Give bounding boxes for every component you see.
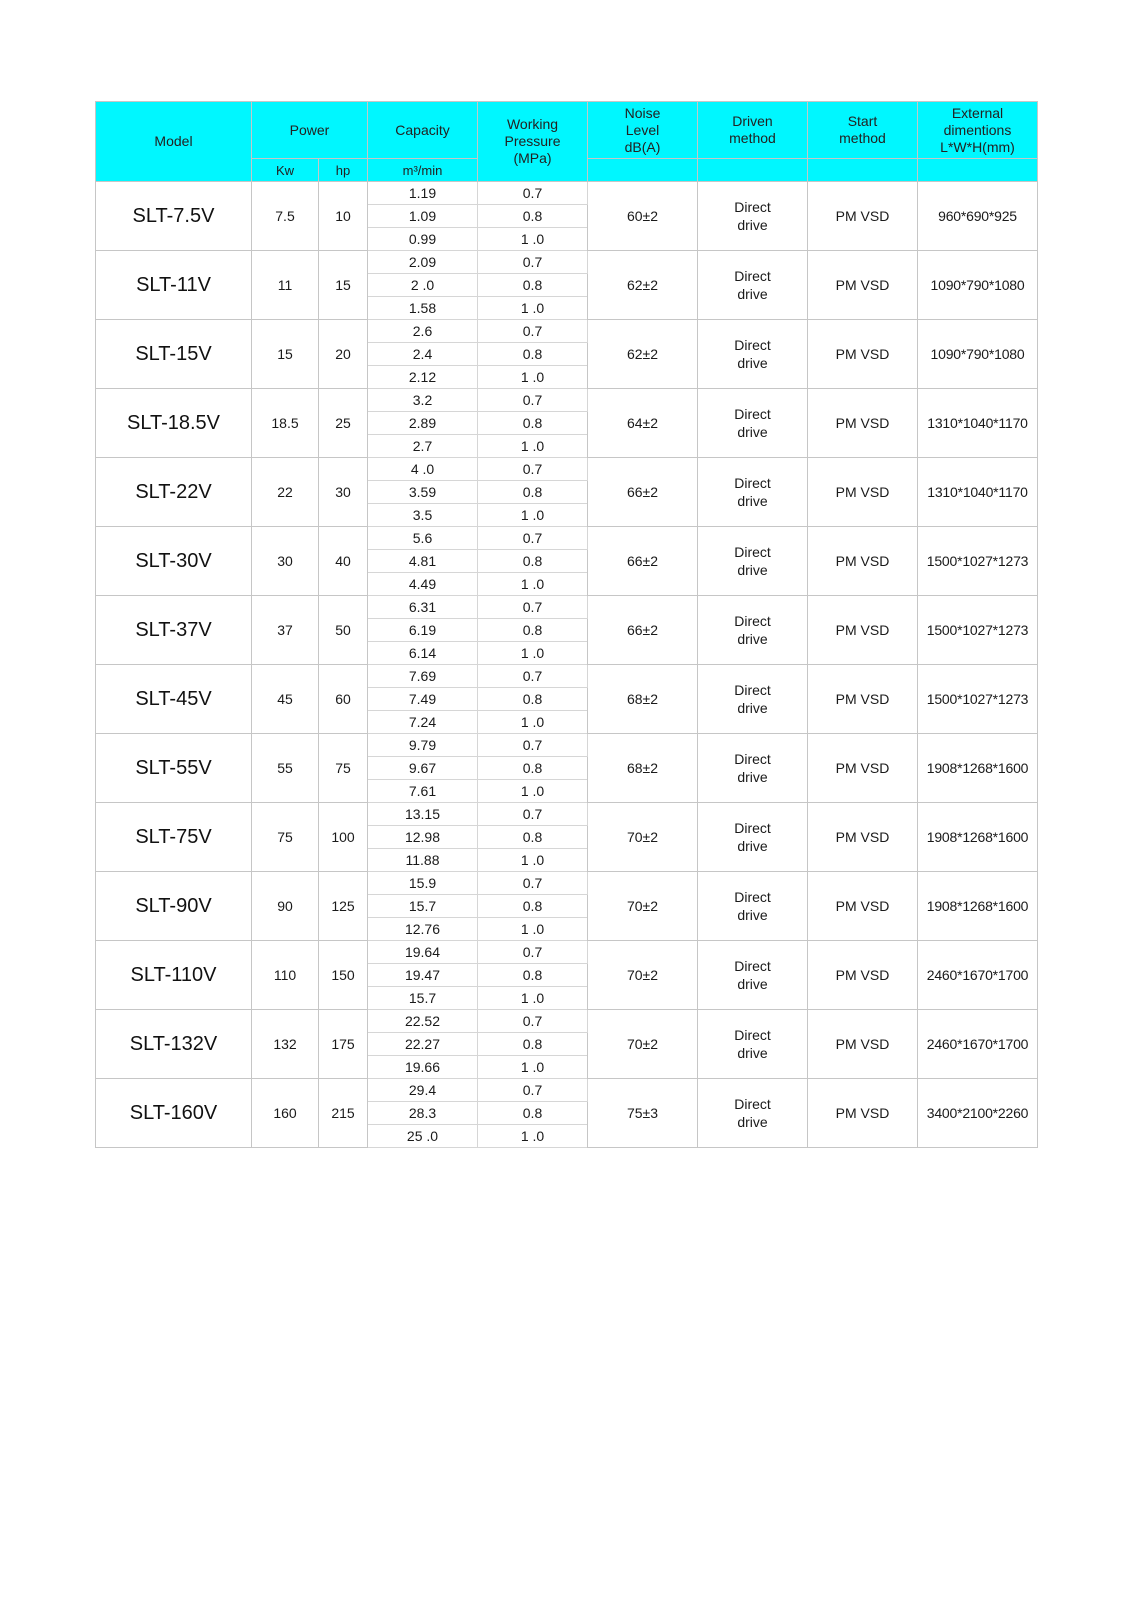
pressure-cell: 0.8 (478, 895, 588, 918)
pressure-cell: 1 .0 (478, 711, 588, 734)
capacity-cell: 7.49 (368, 688, 478, 711)
hp-cell: 50 (319, 596, 368, 665)
hp-cell: 100 (319, 803, 368, 872)
header-model: Model (96, 102, 252, 182)
capacity-cell: 3.59 (368, 481, 478, 504)
dims-cell: 1908*1268*1600 (918, 734, 1038, 803)
header-start-sub (808, 159, 918, 182)
dims-cell: 1090*790*1080 (918, 320, 1038, 389)
dims-cell: 2460*1670*1700 (918, 941, 1038, 1010)
capacity-cell: 5.6 (368, 527, 478, 550)
pressure-cell: 1 .0 (478, 1125, 588, 1148)
driven-cell: Direct drive (698, 320, 808, 389)
table-row (96, 1079, 1038, 1102)
table-row (96, 251, 1038, 274)
start-cell: PM VSD (808, 665, 918, 734)
pressure-cell: 1 .0 (478, 366, 588, 389)
kw-cell: 45 (252, 665, 319, 734)
table-row (96, 941, 1038, 964)
hp-cell: 60 (319, 665, 368, 734)
kw-cell: 30 (252, 527, 319, 596)
table-row (96, 389, 1038, 412)
capacity-cell: 6.14 (368, 642, 478, 665)
hp-cell: 15 (319, 251, 368, 320)
spec-table (95, 101, 1038, 1148)
model-cell: SLT-18.5V (96, 389, 252, 458)
hp-cell: 150 (319, 941, 368, 1010)
kw-cell: 90 (252, 872, 319, 941)
model-cell: SLT-75V (96, 803, 252, 872)
table-row (96, 872, 1038, 895)
capacity-cell: 2.09 (368, 251, 478, 274)
noise-cell: 70±2 (588, 941, 698, 1010)
hp-cell: 10 (319, 182, 368, 251)
pressure-cell: 0.7 (478, 320, 588, 343)
model-cell: SLT-90V (96, 872, 252, 941)
capacity-cell: 2.7 (368, 435, 478, 458)
driven-cell: Direct drive (698, 665, 808, 734)
pressure-cell: 0.8 (478, 688, 588, 711)
noise-cell: 70±2 (588, 1010, 698, 1079)
hp-cell: 40 (319, 527, 368, 596)
model-cell: SLT-132V (96, 1010, 252, 1079)
capacity-cell: 22.52 (368, 1010, 478, 1033)
noise-cell: 62±2 (588, 320, 698, 389)
pressure-cell: 0.8 (478, 826, 588, 849)
pressure-cell: 0.7 (478, 251, 588, 274)
kw-cell: 132 (252, 1010, 319, 1079)
hp-cell: 215 (319, 1079, 368, 1148)
model-cell: SLT-7.5V (96, 182, 252, 251)
header-hp: hp (319, 159, 368, 182)
pressure-cell: 1 .0 (478, 987, 588, 1010)
pressure-cell: 0.8 (478, 1102, 588, 1125)
capacity-cell: 4.81 (368, 550, 478, 573)
pressure-cell: 1 .0 (478, 435, 588, 458)
pressure-cell: 0.7 (478, 803, 588, 826)
start-cell: PM VSD (808, 320, 918, 389)
header-pressure: Working Pressure (MPa) (478, 102, 588, 182)
table-row (96, 320, 1038, 343)
capacity-cell: 11.88 (368, 849, 478, 872)
pressure-cell: 1 .0 (478, 573, 588, 596)
driven-cell: Direct drive (698, 182, 808, 251)
pressure-cell: 0.7 (478, 389, 588, 412)
hp-cell: 125 (319, 872, 368, 941)
hp-cell: 30 (319, 458, 368, 527)
pressure-cell: 0.7 (478, 527, 588, 550)
start-cell: PM VSD (808, 1079, 918, 1148)
dims-cell: 2460*1670*1700 (918, 1010, 1038, 1079)
capacity-cell: 15.7 (368, 895, 478, 918)
driven-cell: Direct drive (698, 1079, 808, 1148)
dims-cell: 1500*1027*1273 (918, 665, 1038, 734)
noise-cell: 66±2 (588, 596, 698, 665)
dims-cell: 3400*2100*2260 (918, 1079, 1038, 1148)
capacity-cell: 3.2 (368, 389, 478, 412)
noise-cell: 75±3 (588, 1079, 698, 1148)
driven-cell: Direct drive (698, 734, 808, 803)
dims-cell: 1500*1027*1273 (918, 596, 1038, 665)
capacity-cell: 28.3 (368, 1102, 478, 1125)
driven-cell: Direct drive (698, 1010, 808, 1079)
capacity-cell: 15.7 (368, 987, 478, 1010)
driven-cell: Direct drive (698, 389, 808, 458)
kw-cell: 11 (252, 251, 319, 320)
pressure-cell: 1 .0 (478, 297, 588, 320)
capacity-cell: 6.19 (368, 619, 478, 642)
kw-cell: 110 (252, 941, 319, 1010)
pressure-cell: 0.7 (478, 1079, 588, 1102)
pressure-cell: 0.7 (478, 596, 588, 619)
start-cell: PM VSD (808, 941, 918, 1010)
model-cell: SLT-160V (96, 1079, 252, 1148)
start-cell: PM VSD (808, 734, 918, 803)
capacity-cell: 12.76 (368, 918, 478, 941)
model-cell: SLT-22V (96, 458, 252, 527)
capacity-cell: 25 .0 (368, 1125, 478, 1148)
capacity-cell: 2.89 (368, 412, 478, 435)
model-cell: SLT-15V (96, 320, 252, 389)
driven-cell: Direct drive (698, 458, 808, 527)
table-row (96, 1010, 1038, 1033)
kw-cell: 15 (252, 320, 319, 389)
header-kw: Kw (252, 159, 319, 182)
model-cell: SLT-11V (96, 251, 252, 320)
noise-cell: 68±2 (588, 734, 698, 803)
hp-cell: 175 (319, 1010, 368, 1079)
model-cell: SLT-45V (96, 665, 252, 734)
capacity-cell: 1.58 (368, 297, 478, 320)
capacity-cell: 4 .0 (368, 458, 478, 481)
model-cell: SLT-55V (96, 734, 252, 803)
start-cell: PM VSD (808, 389, 918, 458)
table-row (96, 596, 1038, 619)
pressure-cell: 0.8 (478, 481, 588, 504)
table-row (96, 182, 1038, 205)
capacity-cell: 2.6 (368, 320, 478, 343)
pressure-cell: 0.8 (478, 343, 588, 366)
table-header (96, 102, 1038, 182)
table-row (96, 734, 1038, 757)
capacity-cell: 22.27 (368, 1033, 478, 1056)
dims-cell: 1500*1027*1273 (918, 527, 1038, 596)
capacity-cell: 6.31 (368, 596, 478, 619)
kw-cell: 75 (252, 803, 319, 872)
noise-cell: 70±2 (588, 872, 698, 941)
hp-cell: 25 (319, 389, 368, 458)
pressure-cell: 0.8 (478, 205, 588, 228)
start-cell: PM VSD (808, 803, 918, 872)
model-cell: SLT-37V (96, 596, 252, 665)
table-row (96, 803, 1038, 826)
capacity-cell: 19.64 (368, 941, 478, 964)
capacity-cell: 15.9 (368, 872, 478, 895)
pressure-cell: 1 .0 (478, 642, 588, 665)
capacity-cell: 1.19 (368, 182, 478, 205)
pressure-cell: 0.7 (478, 941, 588, 964)
pressure-cell: 0.7 (478, 182, 588, 205)
capacity-cell: 19.47 (368, 964, 478, 987)
noise-cell: 64±2 (588, 389, 698, 458)
noise-cell: 66±2 (588, 527, 698, 596)
pressure-cell: 0.7 (478, 665, 588, 688)
capacity-cell: 7.69 (368, 665, 478, 688)
dims-cell: 1908*1268*1600 (918, 872, 1038, 941)
hp-cell: 75 (319, 734, 368, 803)
table-row (96, 665, 1038, 688)
capacity-cell: 13.15 (368, 803, 478, 826)
table-row (96, 458, 1038, 481)
pressure-cell: 0.7 (478, 458, 588, 481)
capacity-cell: 2.12 (368, 366, 478, 389)
start-cell: PM VSD (808, 458, 918, 527)
kw-cell: 55 (252, 734, 319, 803)
header-driven-sub (698, 159, 808, 182)
capacity-cell: 7.24 (368, 711, 478, 734)
dims-cell: 1908*1268*1600 (918, 803, 1038, 872)
driven-cell: Direct drive (698, 251, 808, 320)
pressure-cell: 0.7 (478, 1010, 588, 1033)
header-noise-sub (588, 159, 698, 182)
capacity-cell: 9.67 (368, 757, 478, 780)
driven-cell: Direct drive (698, 941, 808, 1010)
capacity-cell: 9.79 (368, 734, 478, 757)
start-cell: PM VSD (808, 596, 918, 665)
pressure-cell: 1 .0 (478, 504, 588, 527)
capacity-cell: 3.5 (368, 504, 478, 527)
start-cell: PM VSD (808, 872, 918, 941)
kw-cell: 160 (252, 1079, 319, 1148)
pressure-cell: 1 .0 (478, 1056, 588, 1079)
pressure-cell: 0.8 (478, 964, 588, 987)
capacity-cell: 4.49 (368, 573, 478, 596)
driven-cell: Direct drive (698, 596, 808, 665)
hp-cell: 20 (319, 320, 368, 389)
header-dims: External dimentions L*W*H(mm) (918, 102, 1038, 159)
header-cap-unit: m³/min (368, 159, 478, 182)
pressure-cell: 0.8 (478, 550, 588, 573)
capacity-cell: 0.99 (368, 228, 478, 251)
dims-cell: 1310*1040*1170 (918, 389, 1038, 458)
pressure-cell: 0.8 (478, 274, 588, 297)
driven-cell: Direct drive (698, 803, 808, 872)
start-cell: PM VSD (808, 251, 918, 320)
start-cell: PM VSD (808, 527, 918, 596)
pressure-cell: 1 .0 (478, 228, 588, 251)
table-row (96, 527, 1038, 550)
kw-cell: 22 (252, 458, 319, 527)
noise-cell: 60±2 (588, 182, 698, 251)
capacity-cell: 2 .0 (368, 274, 478, 297)
pressure-cell: 1 .0 (478, 918, 588, 941)
capacity-cell: 12.98 (368, 826, 478, 849)
capacity-cell: 2.4 (368, 343, 478, 366)
header-capacity: Capacity (368, 102, 478, 159)
model-cell: SLT-30V (96, 527, 252, 596)
driven-cell: Direct drive (698, 527, 808, 596)
start-cell: PM VSD (808, 1010, 918, 1079)
model-cell: SLT-110V (96, 941, 252, 1010)
header-power: Power (252, 102, 368, 159)
noise-cell: 70±2 (588, 803, 698, 872)
capacity-cell: 1.09 (368, 205, 478, 228)
capacity-cell: 19.66 (368, 1056, 478, 1079)
header-driven: Driven method (698, 102, 808, 159)
dims-cell: 1090*790*1080 (918, 251, 1038, 320)
header-noise: Noise Level dB(A) (588, 102, 698, 159)
noise-cell: 66±2 (588, 458, 698, 527)
pressure-cell: 1 .0 (478, 849, 588, 872)
kw-cell: 7.5 (252, 182, 319, 251)
pressure-cell: 0.8 (478, 757, 588, 780)
driven-cell: Direct drive (698, 872, 808, 941)
pressure-cell: 0.7 (478, 872, 588, 895)
noise-cell: 68±2 (588, 665, 698, 734)
pressure-cell: 0.8 (478, 619, 588, 642)
kw-cell: 18.5 (252, 389, 319, 458)
dims-cell: 1310*1040*1170 (918, 458, 1038, 527)
pressure-cell: 0.8 (478, 1033, 588, 1056)
start-cell: PM VSD (808, 182, 918, 251)
header-dims-sub (918, 159, 1038, 182)
capacity-cell: 7.61 (368, 780, 478, 803)
pressure-cell: 0.7 (478, 734, 588, 757)
kw-cell: 37 (252, 596, 319, 665)
capacity-cell: 29.4 (368, 1079, 478, 1102)
noise-cell: 62±2 (588, 251, 698, 320)
table-body (96, 182, 1038, 1148)
pressure-cell: 1 .0 (478, 780, 588, 803)
header-start: Start method (808, 102, 918, 159)
pressure-cell: 0.8 (478, 412, 588, 435)
dims-cell: 960*690*925 (918, 182, 1038, 251)
